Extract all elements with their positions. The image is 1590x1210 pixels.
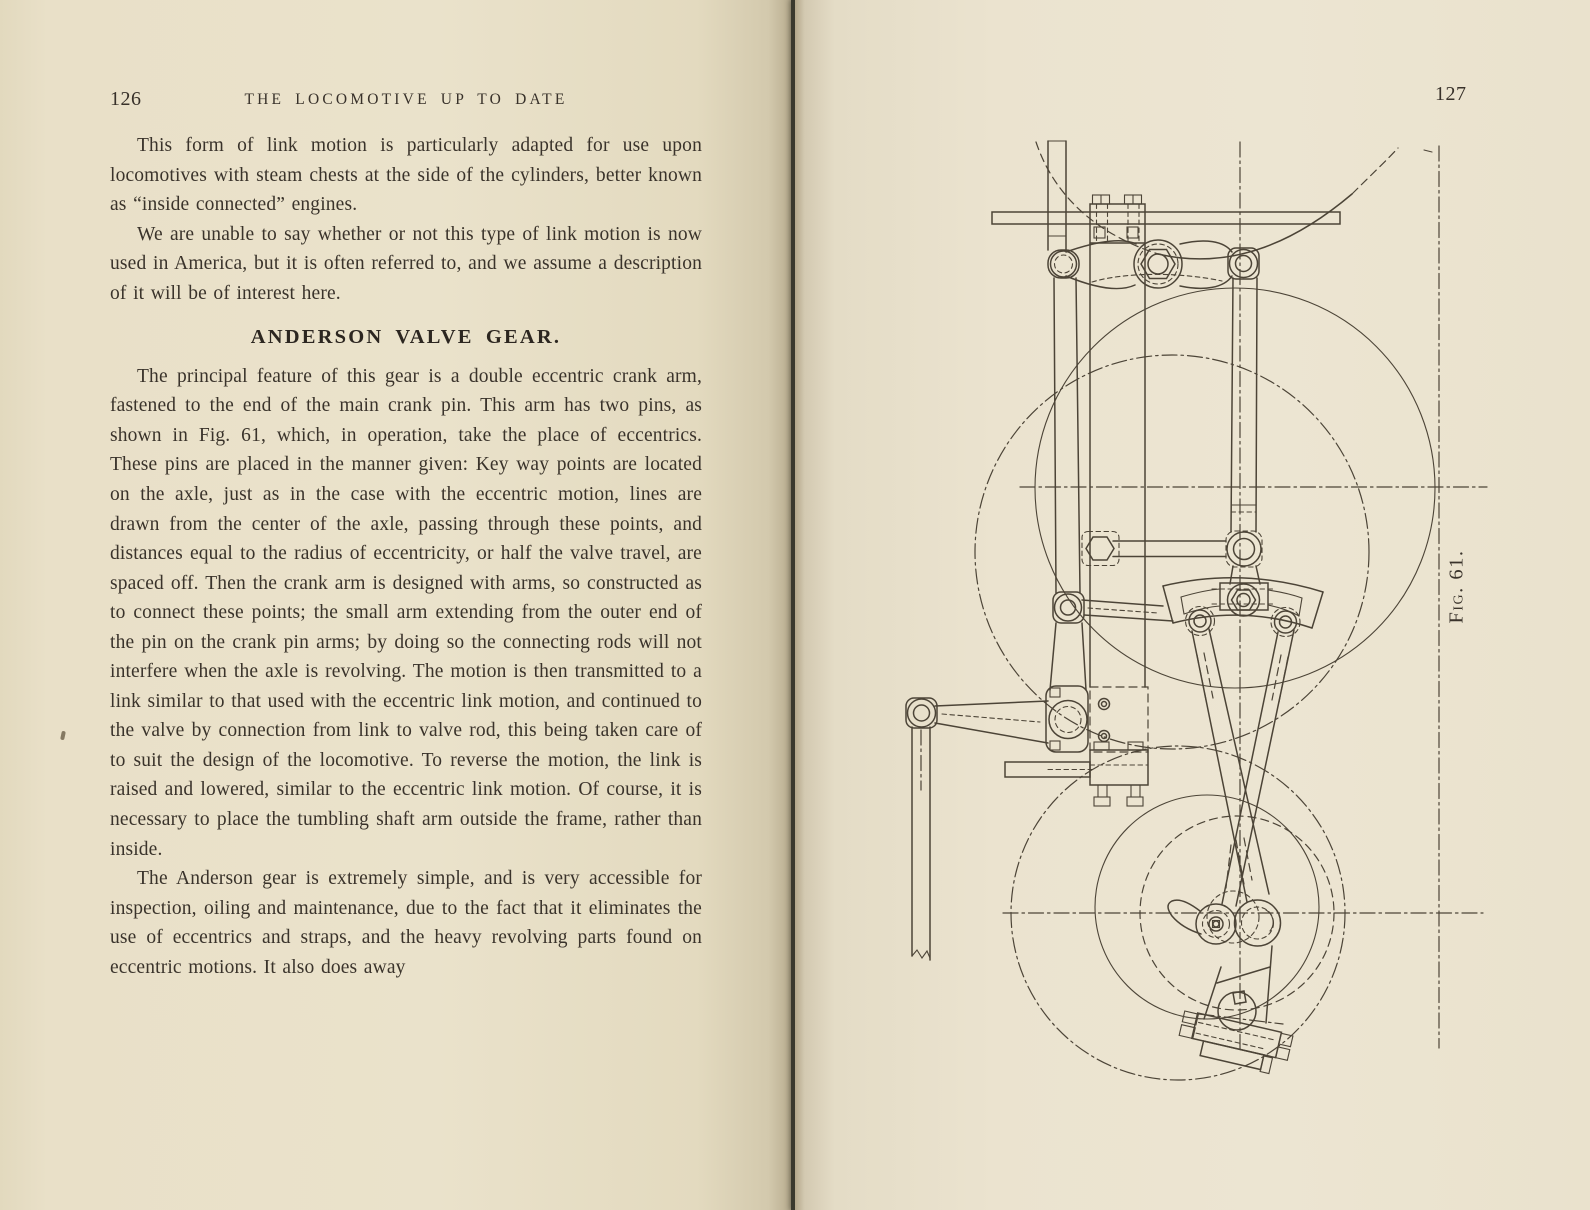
paragraph-3: The principal feature of this gear is a double eccentric crank arm, fastened to the end of the main crank pin. This arm has two pins, as shown in Fig. 61, which, in operation, take the place of eccentrics. These pins are placed in the manner given: Key way points are located on the axle, just as in the case with the eccentric motion, lines are drawn from the center of the axle, passing through these points, and distances equal to the radius of eccentricity, or half the valve travel, are spaced off. Then the crank arm is designed with arms, so constructed as to connect these points; the small arm extending from the outer end of the pin on the crank pin arms; by doing so the connecting rods will not interfere when the axle is revolving. The motion is then transmitted to a link similar to that used with the eccentric link motion, and continued to the valve by connection from link to valve rod, this being taken care of to suit the design of the locomotive. To reverse the motion, the link is raised and lowered, similar to the eccentric link motion. Of course, it is necessary to place the tumbling shaft arm outside the frame, rather than inside. [110, 365, 702, 860]
page-left [0, 0, 792, 1210]
ink-speck [60, 731, 66, 741]
figure-label: Fig. 61. [1445, 549, 1468, 624]
body-text [110, 131, 702, 982]
section-heading: ANDERSON VALVE GEAR. [250, 326, 562, 349]
page-number-right: 127 [1435, 83, 1467, 105]
paragraph-4: The Anderson gear is extremely simple, and is very accessible for inspection, oiling and maintenance, due to the fact that it eliminates the use of eccentrics and straps, and the heavy revolving parts found on eccentric motions. It also does away [110, 868, 702, 978]
paragraph-2: We are unable to say whether or not this type of link motion is now used in America, but it is often referred to, and we assume a description of it will be of interest here. [110, 223, 702, 304]
page-right [795, 0, 1590, 1210]
running-title: THE LOCOMOTIVE UP TO DATE [244, 91, 568, 108]
page-number-left: 126 [110, 88, 142, 110]
paragraph-1: This form of link motion is particularly adapted for use upon locomotives with steam chests at the side of the cylinders, better known as “inside connected” engines. [110, 135, 702, 216]
running-head [110, 88, 702, 112]
